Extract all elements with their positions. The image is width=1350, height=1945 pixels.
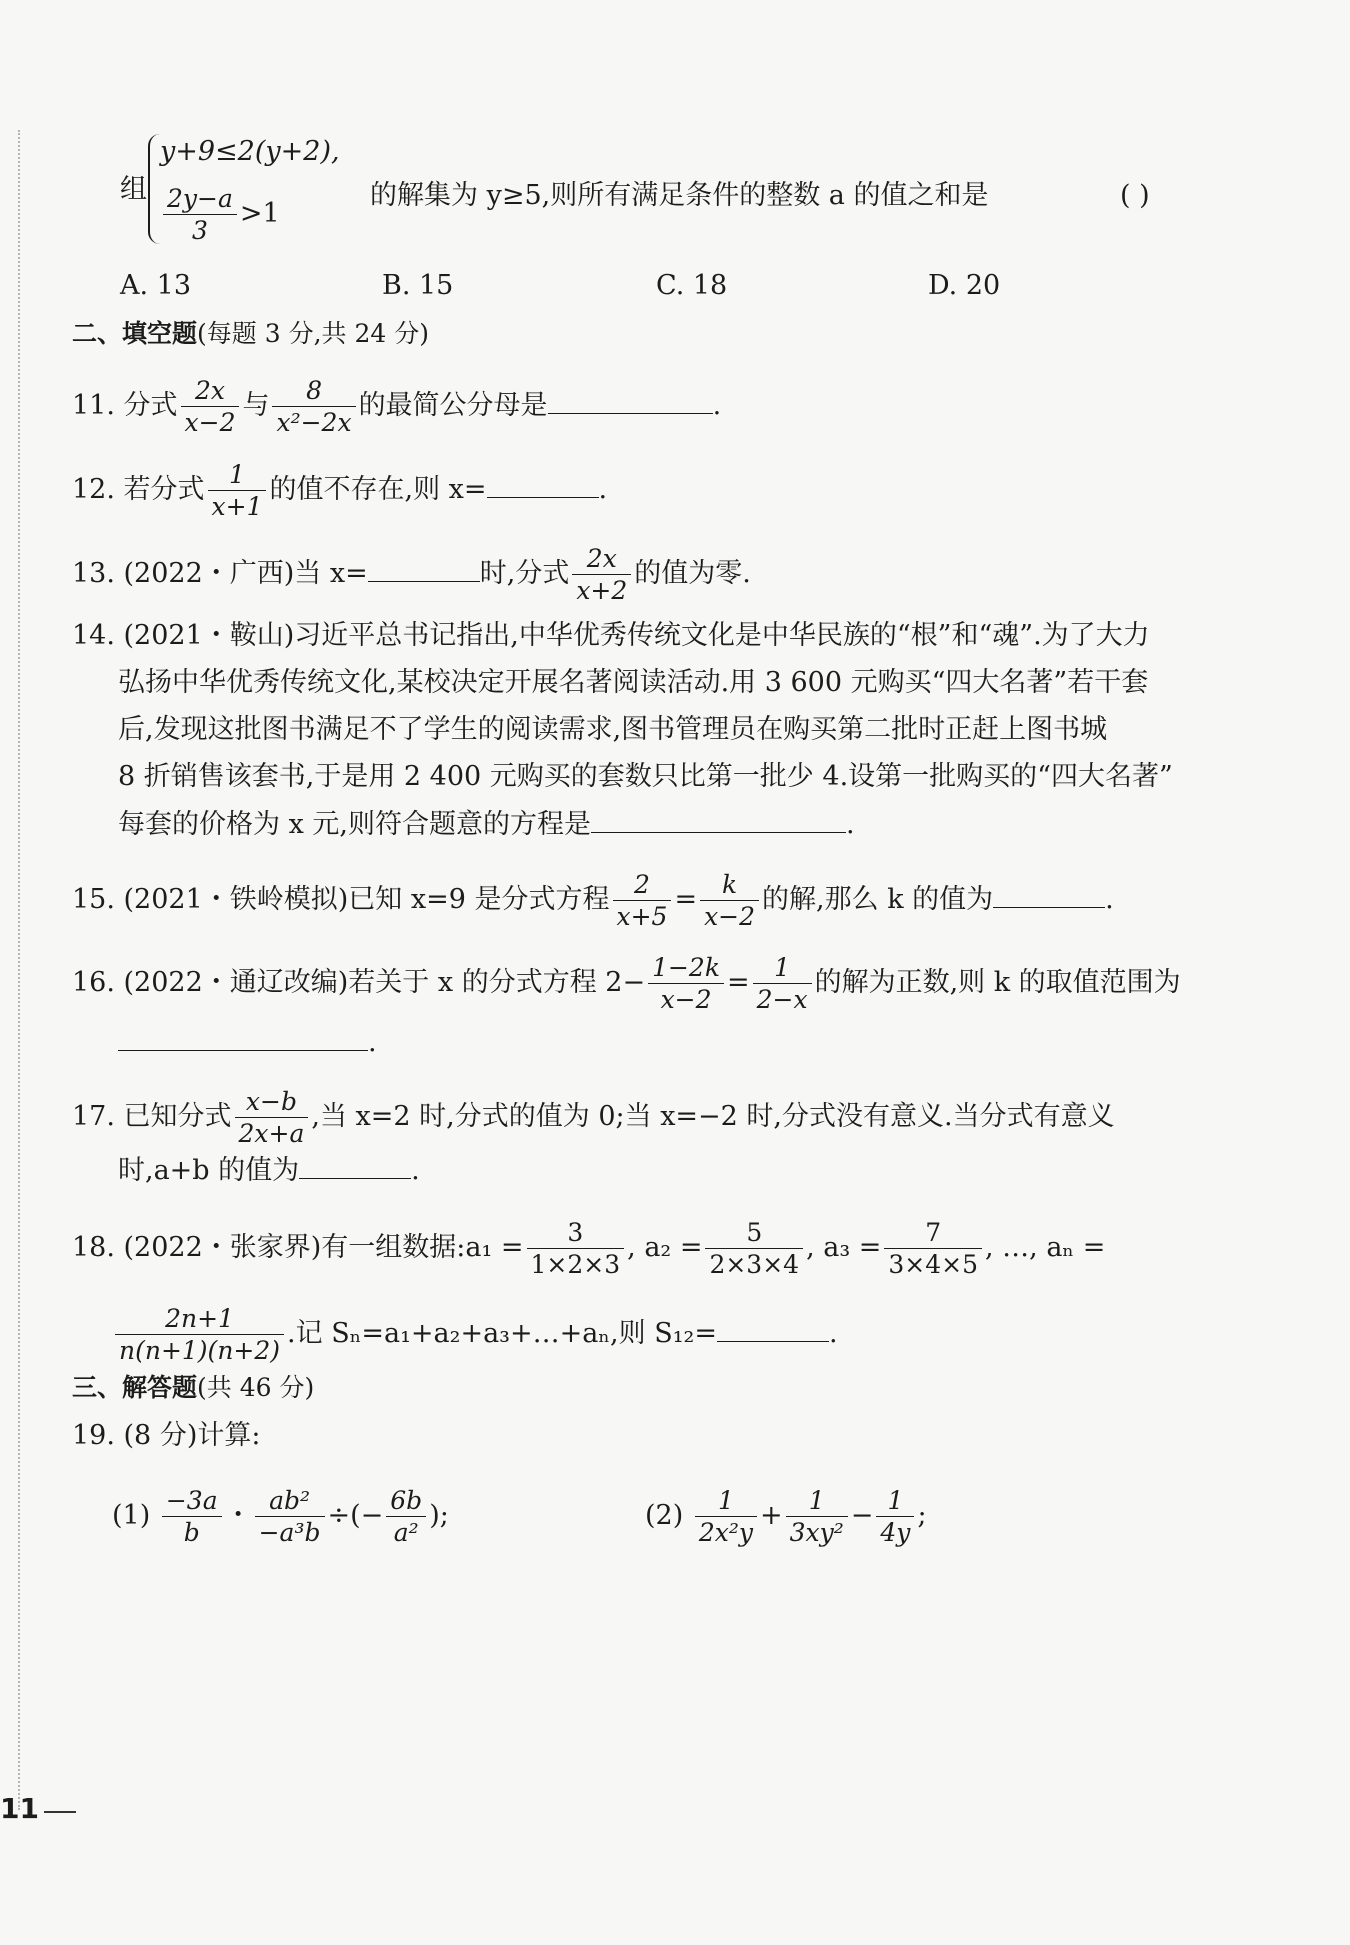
q-text: . <box>411 1155 420 1186</box>
q-text: . <box>845 809 855 840</box>
q-text: 的解,那么 k 的值为 <box>762 884 994 915</box>
question-17-line-2 <box>118 1152 420 1189</box>
q-text: 与 <box>242 390 270 421</box>
q-text: 的解为正数,则 k 的取值范围为 <box>814 967 1181 998</box>
question-14-line-1: 14. (2021・鞍山)习近平总书记指出,中华优秀传统文化是中华民族的“根”和“魂”.为了大力 <box>72 620 1150 651</box>
answer-blank[interactable] <box>368 555 480 582</box>
question-11 <box>72 378 721 435</box>
fraction-denominator: 2x²y <box>698 1518 753 1547</box>
q-text: 每套的价格为 x 元,则符合题意的方程是 <box>118 809 591 840</box>
q-text: , a₂ = <box>627 1232 703 1263</box>
fraction-denominator: 4y <box>880 1518 911 1547</box>
q-text: = <box>727 967 750 998</box>
fraction-numerator: 2 <box>613 872 672 901</box>
fraction-denominator: x−2 <box>704 902 756 931</box>
fraction-denominator: 3 <box>191 216 208 245</box>
fraction-denominator: x−2 <box>184 408 236 437</box>
answer-blank[interactable] <box>487 471 599 498</box>
q-text: 时,分式 <box>479 558 570 589</box>
q-text: . <box>712 390 722 421</box>
fraction-numerator: 5 <box>705 1220 803 1249</box>
q-text: 时,a+b 的值为 <box>118 1155 300 1186</box>
q10-zu: 组 <box>120 174 147 205</box>
question-16 <box>72 955 1181 1012</box>
fraction-numerator: ab² <box>255 1488 325 1517</box>
section-title: 三、解答题 <box>72 1373 198 1402</box>
q-text: 17. 已知分式 <box>72 1101 232 1132</box>
question-18 <box>72 1220 1105 1277</box>
page-number-dash <box>44 1811 76 1813</box>
q-text: . <box>1105 884 1114 915</box>
q-text: 12. 若分式 <box>72 474 205 505</box>
q-text: = <box>674 884 698 915</box>
fraction-numerator: 2x <box>181 378 240 407</box>
q-text: 的值为零. <box>634 558 751 589</box>
option-b: B. 15 <box>382 270 454 301</box>
fraction-denominator: 3×4×5 <box>888 1250 978 1279</box>
q-text: 13. (2022・广西)当 x= <box>72 558 368 589</box>
q-text: ); <box>429 1500 449 1531</box>
fraction-numerator: 1−2k <box>648 955 724 984</box>
fraction-denominator: 3xy² <box>789 1518 844 1547</box>
question-13 <box>72 546 751 603</box>
q-text: + <box>760 1500 783 1531</box>
q-text: . <box>598 474 608 505</box>
q10-inequality-2 <box>160 186 280 243</box>
fraction-numerator: 1 <box>695 1488 757 1517</box>
q-text: 11. 分式 <box>72 390 178 421</box>
q-text: .记 Sₙ=a₁+a₂+a₃+…+aₙ,则 S₁₂= <box>287 1318 717 1349</box>
fraction-numerator: 3 <box>527 1220 625 1249</box>
fraction-denominator: b <box>183 1518 200 1547</box>
fraction-denominator: 2×3×4 <box>709 1250 800 1279</box>
section-note: (每题 3 分,共 24 分) <box>197 319 429 348</box>
answer-blank[interactable] <box>299 1152 411 1179</box>
fraction-numerator: 2n+1 <box>115 1306 284 1335</box>
fraction-numerator: 7 <box>884 1220 982 1249</box>
answer-blank[interactable] <box>118 1024 368 1051</box>
q-text: 16. (2022・通辽改编)若关于 x 的分式方程 2− <box>72 967 646 998</box>
fraction-numerator: 1 <box>753 955 812 984</box>
question-18-line-2 <box>112 1306 838 1363</box>
fraction-numerator: 1 <box>876 1488 914 1517</box>
q-text: ・ <box>224 1500 252 1531</box>
fraction-denominator: 2x+a <box>238 1119 305 1148</box>
q10-inequality-1: y+9≤2(y+2), <box>160 136 340 167</box>
question-12 <box>72 462 607 519</box>
answer-blank[interactable] <box>993 881 1105 908</box>
fraction-numerator: 2x <box>572 546 631 575</box>
q-text: ; <box>917 1500 927 1531</box>
fraction-denominator: n(n+1)(n+2) <box>119 1336 281 1365</box>
q-text: , a₃ = <box>806 1232 882 1263</box>
fraction-denominator: x+2 <box>576 576 628 605</box>
fraction-denominator: −a³b <box>258 1518 321 1547</box>
q-text: (2) <box>645 1500 684 1531</box>
fraction-numerator: k <box>700 872 759 901</box>
q-text: , …, aₙ = <box>985 1232 1106 1263</box>
section-note: (共 46 分) <box>197 1373 315 1402</box>
question-19-part-2 <box>645 1488 927 1545</box>
option-a: A. 13 <box>120 270 192 301</box>
section-3-heading <box>72 1370 314 1406</box>
fraction-denominator: x+1 <box>211 492 263 521</box>
question-19-part-1 <box>112 1488 449 1545</box>
q-text: 的最简公分母是 <box>358 390 548 421</box>
section-title: 二、填空题 <box>72 319 198 348</box>
fraction-denominator: x²−2x <box>276 408 352 437</box>
q-text: ÷(− <box>327 1500 384 1531</box>
inequality-rest: >1 <box>239 198 280 229</box>
q-text: 18. (2022・张家界)有一组数据:a₁ = <box>72 1232 524 1263</box>
question-19-title: 19. (8 分)计算: <box>72 1420 261 1451</box>
answer-blank[interactable] <box>591 806 846 833</box>
option-c: C. 18 <box>656 270 728 301</box>
question-14-line-4: 8 折销售该套书,于是用 2 400 元购买的套数只比第一批少 4.设第一批购买的“四大名著” <box>118 761 1173 792</box>
q-text: . <box>828 1318 838 1349</box>
section-2-heading <box>72 316 429 352</box>
q-text: 15. (2021・铁岭模拟)已知 x=9 是分式方程 <box>72 884 610 915</box>
fraction-denominator: x+5 <box>616 902 668 931</box>
question-17 <box>72 1089 1115 1146</box>
binding-dotted-line <box>18 130 20 1810</box>
fraction-denominator: 1×2×3 <box>530 1250 621 1279</box>
fraction-numerator: x−b <box>235 1089 309 1118</box>
q-text: . <box>368 1027 377 1058</box>
fraction-numerator: −3a <box>162 1488 222 1517</box>
fraction-denominator: x−2 <box>660 985 712 1014</box>
question-14-line-3: 后,发现这批图书满足不了学生的阅读需求,图书管理员在购买第二批时正赶上图书城 <box>118 714 1108 745</box>
question-14-line-5 <box>118 806 855 843</box>
answer-blank[interactable] <box>717 1315 829 1342</box>
question-14-line-2: 弘扬中华优秀传统文化,某校决定开展名著阅读活动.用 3 600 元购买“四大名著”若干套 <box>118 667 1149 698</box>
fraction-denominator: a² <box>393 1518 419 1547</box>
q-text: ,当 x=2 时,分式的值为 0;当 x=−2 时,分式没有意义.当分式有意义 <box>311 1101 1115 1132</box>
question-16-answer-line <box>118 1024 377 1061</box>
fraction-numerator: 8 <box>272 378 355 407</box>
q-text: 的值不存在,则 x= <box>269 474 487 505</box>
page-number: 11 <box>0 1792 39 1825</box>
q-text: (1) <box>112 1500 151 1531</box>
q-text: − <box>850 1500 874 1531</box>
fraction-numerator: 2y−a <box>163 186 237 215</box>
fraction-numerator: 6b <box>386 1488 426 1517</box>
fraction-denominator: 2−x <box>756 985 808 1014</box>
q10-answer-paren: ( ) <box>1120 180 1150 211</box>
option-d: D. 20 <box>928 270 1001 301</box>
fraction-numerator: 1 <box>208 462 267 491</box>
fraction-numerator: 1 <box>786 1488 848 1517</box>
question-15 <box>72 872 1114 929</box>
answer-blank[interactable] <box>548 387 713 414</box>
q10-question-text: 的解集为 y≥5,则所有满足条件的整数 a 的值之和是 <box>370 180 989 211</box>
